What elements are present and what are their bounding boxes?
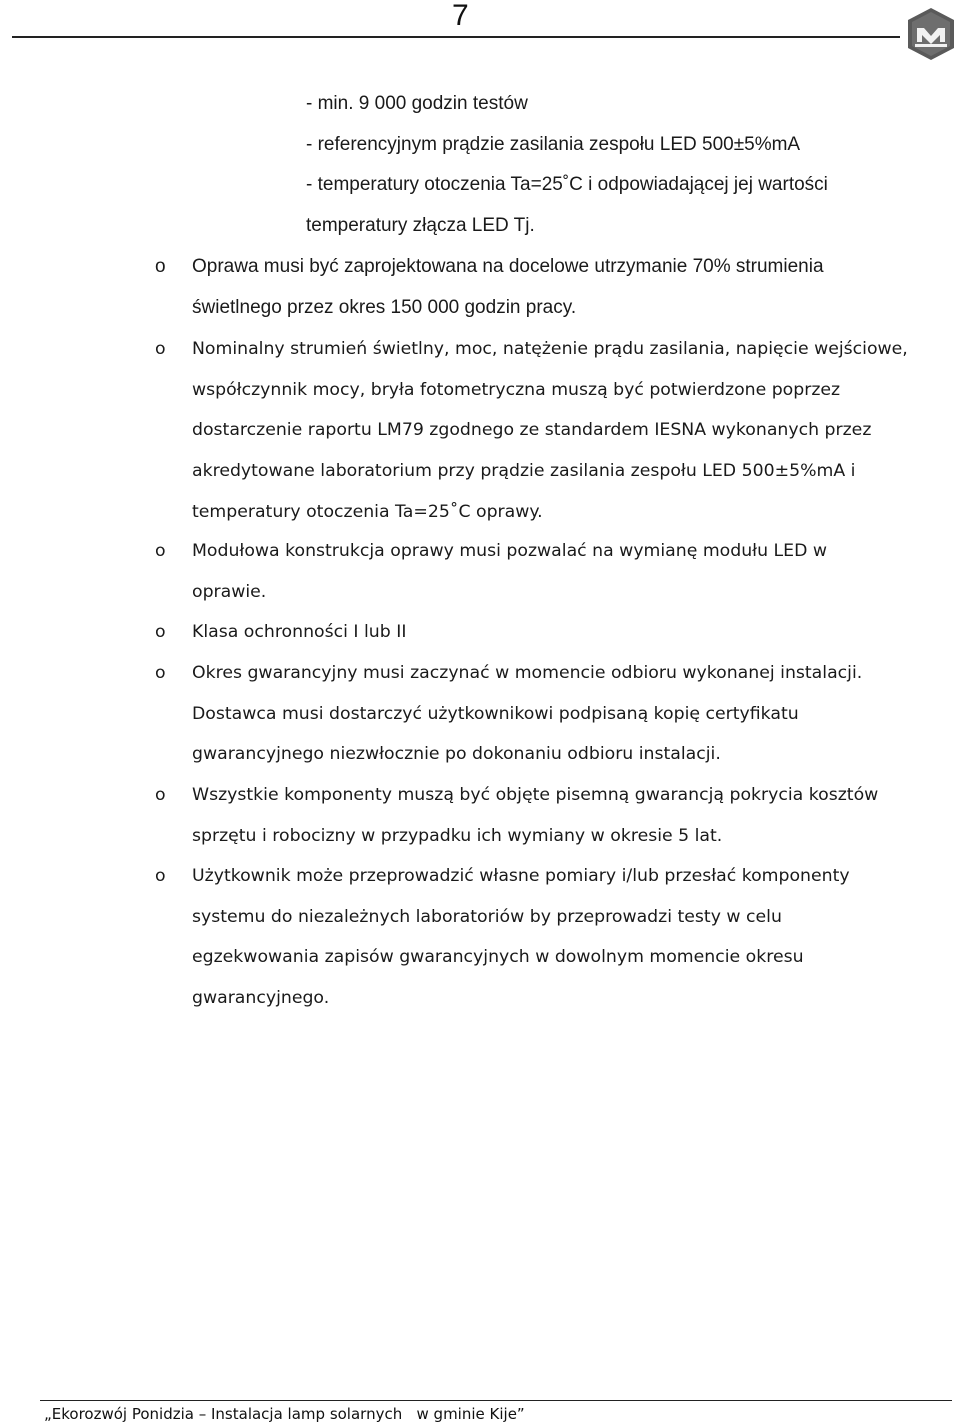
list-item-line: Dostawca musi dostarczyć użytkownikowi podpisaną kopię certyfikatu (192, 703, 799, 724)
list-item (155, 531, 945, 612)
list-item-line: egzekwowania zapisów gwarancyjnych w dowolnym momencie okresu (192, 947, 804, 968)
bullet-marker: o (155, 339, 166, 359)
list-item (155, 329, 945, 533)
bullet-marker: o (155, 785, 166, 805)
bullet-marker: o (155, 541, 166, 561)
list-item-text (192, 653, 945, 775)
continuation-line: - referencyjnym prądzie zasilania zespołu LED 500±5%mA (306, 133, 801, 155)
list-item (155, 247, 945, 328)
list-item (155, 612, 945, 653)
bullet-marker: o (155, 663, 166, 683)
list-item-line: Nominalny strumień świetlny, moc, natężenie prądu zasilania, napięcie wejściowe, (192, 339, 908, 359)
bullet-marker: o (155, 622, 166, 642)
continuation-line: - temperatury otoczenia Ta=25˚C i odpowiadającej jej wartości (306, 174, 828, 196)
list-item-line: oprawie. (192, 581, 267, 602)
bullet-marker: o (155, 866, 166, 886)
list-item-line: Wszystkie komponenty muszą być objęte pisemną gwarancją pokrycia kosztów (192, 785, 879, 805)
list-item-line: akredytowane laboratorium przy prądzie zasilania zespołu LED 500±5%mA i (192, 461, 856, 482)
list-item-line: Klasa ochronności I lub II (192, 622, 407, 642)
footer-divider (40, 1400, 952, 1401)
continuation-block (306, 84, 828, 247)
list-item-line: sprzętu i robocizny w przypadku ich wymiany w okresie 5 lat. (192, 825, 723, 846)
footer-text: „Ekorozwój Ponidzia – Instalacja lamp solarnych w gminie Kije” (44, 1405, 525, 1423)
list-item-line: Modułowa konstrukcja oprawy musi pozwalać na wymianę modułu LED w (192, 541, 828, 561)
list-item-line: dostarczenie raportu LM79 zgodnego ze standardem IESNA wykonanych przez (192, 420, 872, 441)
list-item-line: systemu do niezależnych laboratoriów by przeprowadzi testy w celu (192, 906, 782, 927)
header-divider (12, 36, 900, 38)
continuation-line: - min. 9 000 godzin testów (306, 93, 528, 114)
list-item (155, 775, 945, 856)
list-item (155, 856, 945, 1019)
list-item-text (192, 247, 945, 328)
list-item-line: Oprawa musi być zaprojektowana na docelowe utrzymanie 70% strumienia (192, 256, 824, 277)
list-item-text (192, 531, 945, 612)
list-item-line: współczynnik mocy, bryła fotometryczna muszą być potwierdzone poprzez (192, 379, 841, 400)
bullet-marker: o (155, 256, 166, 277)
list-item-line: gwarancyjnego. (192, 988, 330, 1009)
page-number: 7 (452, 0, 469, 32)
list-item-line: gwarancyjnego niezwłocznie po dokonaniu odbioru instalacji. (192, 744, 721, 765)
list-item-text (192, 329, 945, 533)
continuation-line: temperatury złącza LED Tj. (306, 215, 535, 237)
company-logo-icon (905, 6, 957, 62)
list-item-text (192, 856, 945, 1019)
list-item-line: Okres gwarancyjny musi zaczynać w momencie odbioru wykonanej instalacji. (192, 663, 863, 683)
list-item (155, 653, 945, 775)
list-item-text (192, 775, 945, 856)
list-item-line: temperatury otoczenia Ta=25˚C oprawy. (192, 501, 543, 522)
list-item-line: świetlnego przez okres 150 000 godzin pracy. (192, 296, 577, 318)
list-item-text (192, 612, 945, 653)
list-item-line: Użytkownik może przeprowadzić własne pomiary i/lub przesłać komponenty (192, 866, 850, 886)
